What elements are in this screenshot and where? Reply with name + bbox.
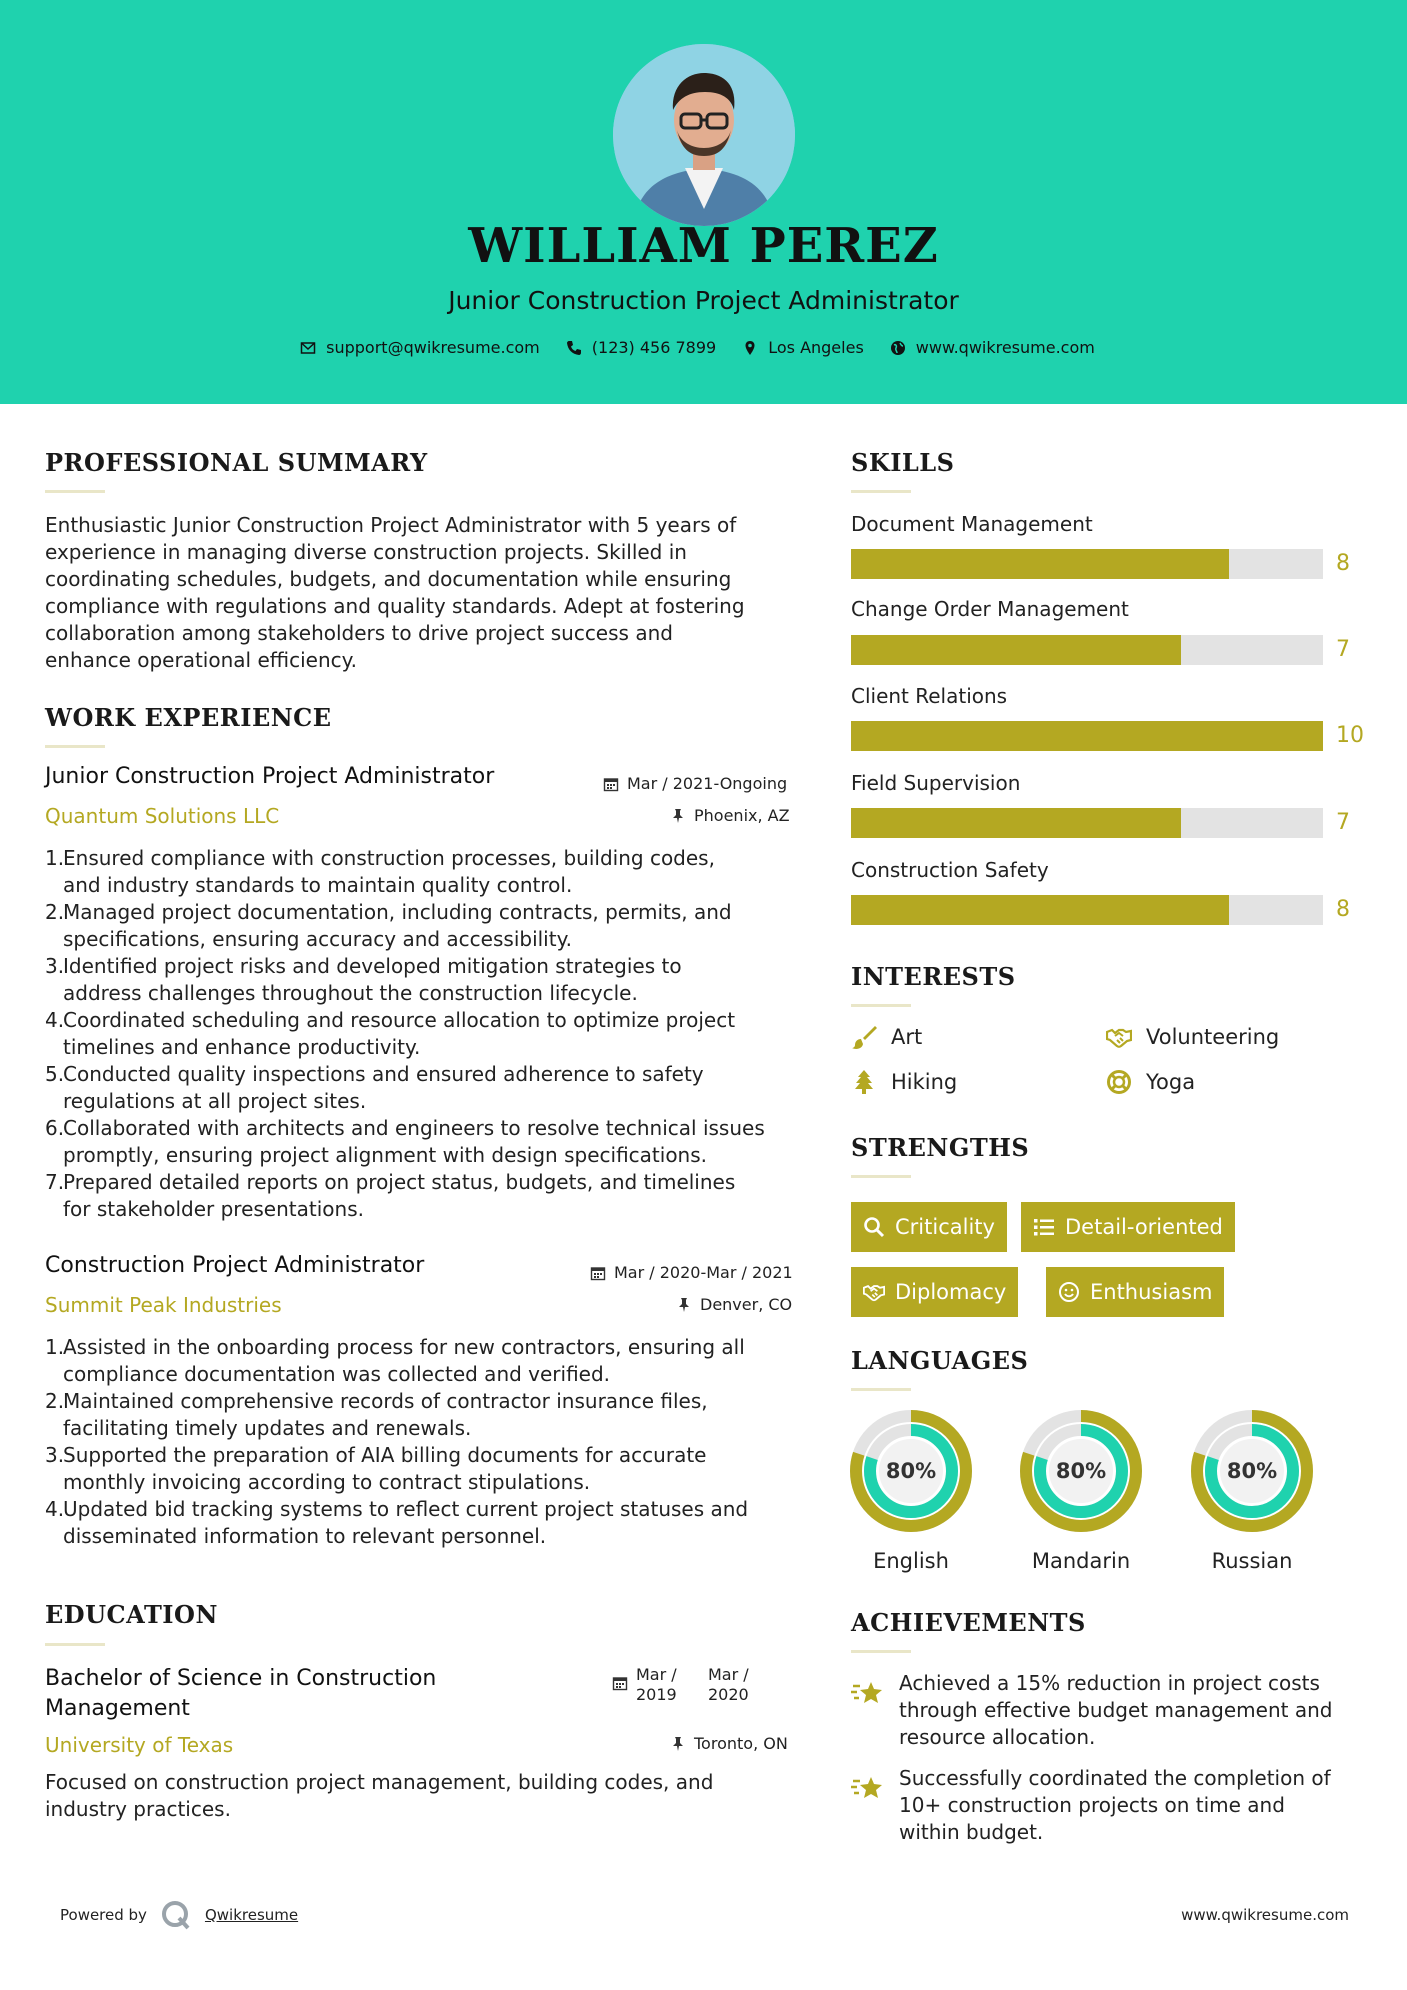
list-item: 2. Managed project documentation, including contracts, permits, and specifications, ensuring accuracy and accessibility. — [45, 900, 732, 951]
skill-bar-track — [851, 721, 1323, 751]
degree-title — [45, 1664, 436, 1724]
job-duties — [45, 845, 805, 1223]
strengths-rule — [851, 1175, 911, 1178]
list-item: 3. Identified project risks and developed mitigation strategies to address challenges throughout the construction lifecycle. — [45, 954, 682, 1005]
job-location — [676, 1295, 792, 1314]
skill-name: Field Supervision — [851, 771, 1021, 795]
paintbrush-icon — [851, 1024, 877, 1050]
website-text: www.qwikresume.com — [915, 338, 1095, 357]
education-end: Mar / 2020 — [708, 1665, 749, 1704]
star-icon — [851, 1676, 885, 1710]
education-description-line: industry practices. — [45, 1797, 231, 1821]
search-icon — [863, 1216, 885, 1238]
strength-label: Diplomacy — [895, 1280, 1007, 1304]
strength-label: Criticality — [895, 1215, 995, 1239]
list-item: 5. Conducted quality inspections and ensured adherence to safety regulations at all project sites. — [45, 1062, 704, 1113]
interest-label: Art — [891, 1025, 923, 1049]
school-name: University of Texas — [45, 1733, 234, 1757]
summary-line: Enthusiastic Junior Construction Project Administrator with 5 years of — [45, 513, 737, 537]
list-item: 7. Prepared detailed reports on project status, budgets, and timelines for stakeholder presentations. — [45, 1170, 736, 1221]
skill-value: 7 — [1336, 637, 1350, 662]
achievement-text: Successfully coordinated the completion of 10+ construction projects on time and within budget. — [899, 1766, 1331, 1844]
avatar — [613, 44, 795, 226]
education-description — [45, 1769, 805, 1823]
skill-bar-fill — [851, 808, 1181, 838]
job-dates-text: Mar / 2020-Mar / 2021 — [614, 1263, 793, 1282]
envelope-icon — [300, 340, 316, 356]
skill-value: 7 — [1336, 810, 1350, 835]
skill-value: 8 — [1336, 897, 1350, 922]
job-title: Construction Project Administrator — [45, 1253, 425, 1278]
contact-bar — [0, 338, 1407, 357]
strength-label: Enthusiasm — [1090, 1280, 1213, 1304]
languages-rule — [851, 1388, 911, 1391]
language-percent: 80% — [1055, 1459, 1107, 1483]
candidate-name: WILLIAM PEREZ — [468, 218, 939, 274]
job-dates — [603, 774, 787, 793]
qwikresume-logo-icon — [161, 1900, 191, 1930]
interests-heading: INTERESTS — [851, 962, 1016, 991]
summary-rule — [45, 490, 105, 493]
skill-name: Construction Safety — [851, 858, 1049, 882]
experience-rule — [45, 745, 105, 748]
achievement-text: Achieved a 15% reduction in project costs through effective budget management and resource allocation. — [899, 1671, 1333, 1749]
resume-header — [0, 0, 1407, 404]
strength-tag — [851, 1202, 1007, 1252]
language-name: English — [873, 1549, 949, 1573]
list-item: 1. Assisted in the onboarding process for new contractors, ensuring all compliance documentation was collected and verified. — [45, 1335, 745, 1386]
strength-tag — [1046, 1267, 1224, 1317]
contact-website[interactable] — [890, 338, 1095, 357]
language-name: Mandarin — [1031, 1549, 1131, 1573]
education-description-line: Focused on construction project management, building codes, and — [45, 1770, 714, 1794]
calendar-icon — [590, 1265, 606, 1281]
job-company: Summit Peak Industries — [45, 1293, 282, 1317]
achievements-heading: ACHIEVEMENTS — [851, 1608, 1086, 1637]
language-percent: 80% — [1226, 1459, 1278, 1483]
interest-label: Volunteering — [1146, 1025, 1280, 1049]
summary-line: enhance operational efficiency. — [45, 648, 357, 672]
job-dates-text: Mar / 2021-Ongoing — [627, 774, 788, 793]
profile-photo — [613, 44, 795, 226]
experience-heading: WORK EXPERIENCE — [45, 703, 332, 732]
education-location-text: Toronto, ON — [694, 1734, 788, 1753]
job-duties — [45, 1334, 805, 1550]
globe-icon — [890, 340, 906, 356]
language-percent: 80% — [885, 1459, 937, 1483]
list-item: 4. Updated bid tracking systems to reflect current project statuses and disseminated information to relevant personnel. — [45, 1497, 749, 1548]
strength-tag — [851, 1267, 1018, 1317]
job-company: Quantum Solutions LLC — [45, 804, 280, 828]
summary-text — [45, 512, 805, 674]
email-text: support@qwikresume.com — [326, 338, 540, 357]
lifebuoy-icon — [1106, 1069, 1132, 1095]
footer-powered-by — [60, 1900, 298, 1930]
qwikresume-link[interactable]: Qwikresume — [204, 1906, 299, 1924]
job-location-text: Phoenix, AZ — [694, 806, 790, 825]
star-icon — [851, 1771, 885, 1805]
location-text: Los Angeles — [768, 338, 864, 357]
skill-bar-track — [851, 549, 1323, 579]
handshake-icon — [1106, 1024, 1132, 1050]
education-dates — [612, 1665, 749, 1705]
language-name: Russian — [1211, 1549, 1293, 1573]
interest-label: Hiking — [891, 1070, 958, 1094]
skill-bar-fill — [851, 895, 1229, 925]
phone-text: (123) 456 7899 — [591, 338, 717, 357]
list-item: 1. Ensured compliance with construction processes, building codes, and industry standards to maintain quality control. — [45, 846, 715, 897]
job-dates — [590, 1263, 793, 1282]
contact-location — [742, 338, 864, 357]
skill-bar-fill — [851, 549, 1229, 579]
strengths-heading: STRENGTHS — [851, 1133, 1030, 1162]
summary-line: compliance with regulations and quality standards. Adept at fostering — [45, 594, 745, 618]
summary-line: collaboration among stakeholders to drive project success and — [45, 621, 673, 645]
phone-icon — [566, 340, 582, 356]
list-item: 4. Coordinated scheduling and resource allocation to optimize project timelines and enhance productivity. — [45, 1008, 736, 1059]
skill-value: 8 — [1336, 551, 1350, 576]
pushpin-icon — [676, 1297, 692, 1313]
skills-rule — [851, 490, 911, 493]
summary-line: experience in managing diverse construction projects. Skilled in — [45, 540, 687, 564]
pushpin-icon — [670, 1736, 686, 1752]
job-location-text: Denver, CO — [700, 1295, 793, 1314]
job-title: Junior Construction Project Administrator — [45, 764, 495, 789]
skill-name: Change Order Management — [851, 597, 1129, 621]
handshake-icon — [863, 1281, 885, 1303]
education-rule — [45, 1643, 105, 1646]
language-item — [1019, 1409, 1143, 1573]
footer-website[interactable]: www.qwikresume.com — [1181, 1906, 1349, 1924]
language-item — [1190, 1409, 1314, 1573]
smile-icon — [1058, 1281, 1080, 1303]
strength-label: Detail-oriented — [1065, 1215, 1223, 1239]
skill-bar-track — [851, 635, 1323, 665]
powered-by-text: Powered by — [60, 1906, 147, 1924]
pushpin-icon — [670, 808, 686, 824]
interests-rule — [851, 1004, 911, 1007]
languages-heading: LANGUAGES — [851, 1346, 1029, 1375]
map-pin-icon — [742, 340, 758, 356]
interest-item — [1106, 1024, 1279, 1050]
skills-heading: SKILLS — [851, 448, 955, 477]
interest-item — [851, 1069, 957, 1095]
skill-value: 10 — [1336, 723, 1364, 748]
skill-bar-track — [851, 895, 1323, 925]
list-item: 2. Maintained comprehensive records of contractor insurance files, facilitating timely updates and renewals. — [45, 1389, 708, 1440]
language-item — [849, 1409, 973, 1573]
summary-heading: PROFESSIONAL SUMMARY — [45, 448, 428, 477]
interest-item — [851, 1024, 922, 1050]
skill-name: Client Relations — [851, 684, 1008, 708]
candidate-title: Junior Construction Project Administrator — [448, 286, 959, 315]
job-location — [670, 806, 790, 825]
interest-item — [1106, 1069, 1195, 1095]
tree-icon — [851, 1069, 877, 1095]
skill-bar-track — [851, 808, 1323, 838]
contact-email[interactable] — [300, 338, 540, 357]
degree-line: Management — [45, 1696, 190, 1721]
list-item: 3. Supported the preparation of AIA billing documents for accurate monthly invoicing according to contract stipulations. — [45, 1443, 707, 1494]
summary-line: coordinating schedules, budgets, and documentation while ensuring — [45, 567, 732, 591]
education-start: Mar / 2019 — [636, 1665, 677, 1704]
skill-bar-fill — [851, 635, 1181, 665]
achievement-item — [851, 1765, 1331, 1846]
degree-line: Bachelor of Science in Construction — [45, 1666, 437, 1691]
list-item: 6. Collaborated with architects and engineers to resolve technical issues promptly, ensuring project alignment with design specifications. — [45, 1116, 765, 1167]
calendar-icon — [612, 1675, 628, 1691]
contact-phone[interactable] — [566, 338, 716, 357]
achievements-rule — [851, 1650, 911, 1653]
strength-tag — [1021, 1202, 1235, 1252]
education-location — [670, 1734, 788, 1753]
skill-name: Document Management — [851, 512, 1093, 536]
calendar-icon — [603, 776, 619, 792]
list-icon — [1033, 1216, 1055, 1238]
achievement-item — [851, 1670, 1332, 1751]
skill-bar-fill — [851, 721, 1323, 751]
interest-label: Yoga — [1146, 1070, 1196, 1094]
education-heading: EDUCATION — [45, 1600, 218, 1629]
